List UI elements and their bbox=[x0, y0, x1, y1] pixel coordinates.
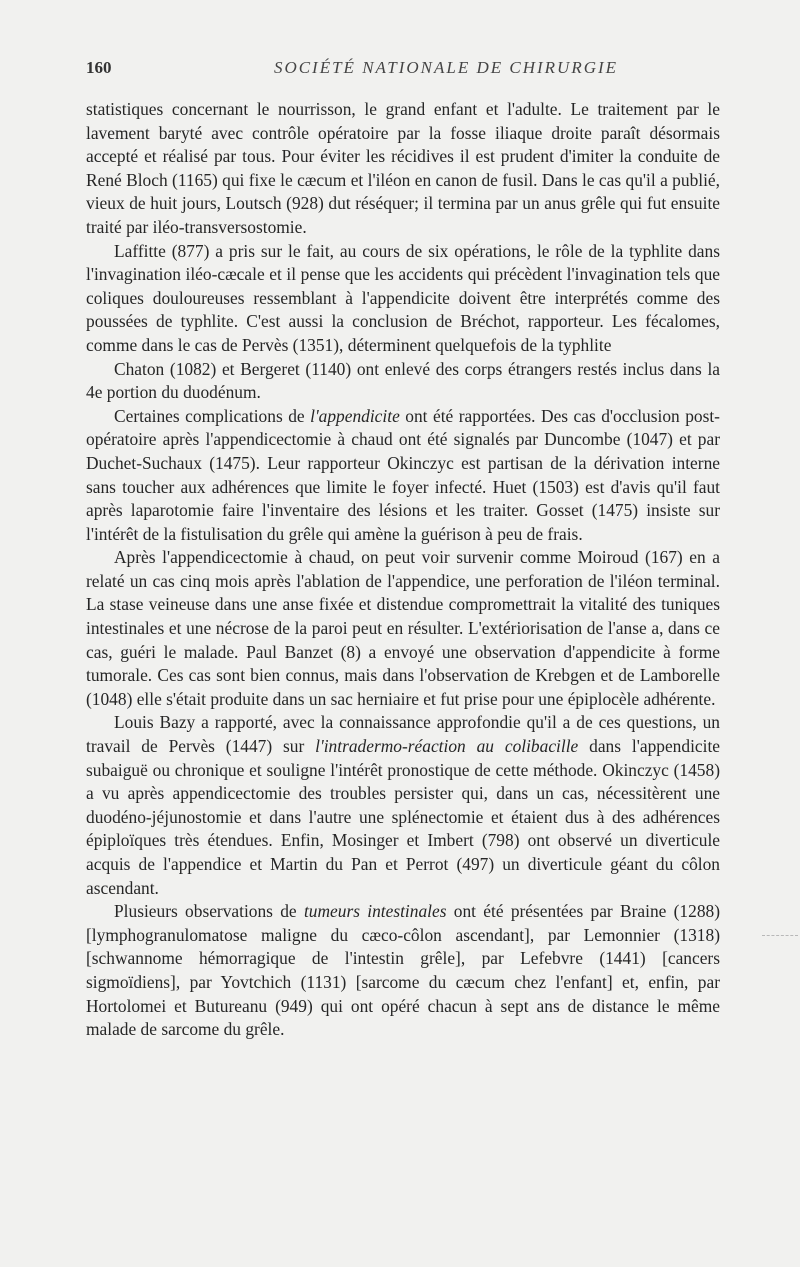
italic-term: l'intradermo-réaction au colibacille bbox=[315, 736, 579, 757]
paragraph-6 bbox=[86, 711, 720, 900]
paragraph-7 bbox=[86, 900, 720, 1042]
margin-mark bbox=[762, 935, 798, 937]
text-segment: Laffitte (877) a pris sur le fait, au cours de six opérations, le rôle de la typhlite dans l'invagination iléo-cæcale et il pense que les accidents qui précèdent l'invagination tels que coliques douloureuses ressemblant à l'appendicite doivent être interprétés comme des poussées de typhlite. C'est aussi la conclusion de Bréchot, rapporteur. Les fécalomes, comme dans le cas de Pervès (1351), déterminent quelquefois de la typhlite bbox=[86, 240, 720, 355]
italic-term: tumeurs intestinales bbox=[303, 901, 447, 922]
paragraph-5 bbox=[86, 546, 720, 711]
paragraph-1 bbox=[86, 98, 720, 240]
text-segment: Chaton (1082) et Bergeret (1140) ont enlevé des corps étrangers restés inclus dans la 4e portion du duodénum. bbox=[86, 358, 720, 403]
paragraph-2 bbox=[86, 240, 720, 358]
text-segment: Après l'appendicectomie à chaud, on peut voir survenir comme Moiroud (167) en a relaté un cas cinq mois après l'ablation de l'appendice, une perforation de l'iléon terminal. La stase veineuse dans une anse fixée et distendue compromettrait la vitalité des tuniques intestinales et une nécrose de la paroi peut en résulter. L'extériorisation de l'anse a, dans ce cas, guéri le malade. Paul Banzet (8) a envoyé une observation d'appendicite à forme tumorale. Ces cas sont bien connus, mais dans l'observation de Krebgen et de Lamborelle (1048) elle s'était produite dans un sac herniaire et fut prise pour une épiplocèle adhérente. bbox=[86, 547, 720, 709]
page-header bbox=[86, 58, 718, 84]
text-segment: ont été rapportées. Des cas d'occlusion post-opératoire après l'appendicectomie à chaud ont été signalés par Duncombe (1047) et par Duchet-Suchaux (1475). Leur rapporteur Okinczyc est partisan de la dérivation interne sans toucher aux adhérences que limite le foyer infecté. Huet (1503) est d'avis qu'il faut après laparotomie faire l'inventaire des lésions et les traiter. Gosset (1475) insiste sur l'intérêt de la fistulisation du grêle qui amène la guérison à peu de frais. bbox=[86, 405, 720, 544]
running-head: SOCIÉTÉ NATIONALE DE CHIRURGIE bbox=[273, 58, 619, 77]
page-number: 160 bbox=[86, 58, 112, 77]
text-segment: Plusieurs observations de bbox=[114, 901, 304, 922]
text-segment: Certaines complications de bbox=[114, 405, 311, 426]
paragraph-3 bbox=[86, 358, 720, 405]
italic-term: l'appendicite bbox=[310, 405, 400, 426]
paragraph-4 bbox=[86, 405, 720, 547]
text-segment: dans l'appendicite subaiguë ou chronique et souligne l'intérêt pronostique de cette méthode. Okinczyc (1458) a vu après appendicectomie des troubles persister qui, dans un cas, nécessitèrent une duodéno-jéjunostomie et dans l'autre une splénectomie et étaient dus à des adhérences épiploïques très étendues. Enfin, Mosinger et Imbert (798) ont observé un diverticule acquis de l'appendice et Martin du Pan et Perrot (497) un diverticule géant du côlon ascendant. bbox=[86, 736, 720, 898]
text-segment: Louis Bazy a rapporté, avec la connaissance approfondie qu'il a de ces questions, un travail de Pervès (1447) sur bbox=[86, 712, 720, 757]
text-segment: ont été présentées par Braine (1288) [lymphogranulomatose maligne du cæco-côlon ascendant], par Lemonnier (1318) [schwannome hémorragique de l'intestin grêle], par Lefebvre (1441) [cancers sigmoïdiens], par Yovtchich (1131) [sarcome du cæcum chez l'enfant] et, enfin, par Hortolomei et Butureanu (949) qui ont opéré chacun à sept ans de distance le même malade de sarcome du grêle. bbox=[86, 901, 720, 1040]
body-text bbox=[86, 98, 720, 1042]
text-segment: statistiques concernant le nourrisson, le grand enfant et l'adulte. Le traitement par le lavement baryté avec contrôle opératoire par la fosse iliaque droite paraît désormais accepté et réalisé par tous. Pour éviter les récidives il est prudent d'imiter la conduite de René Bloch (1165) qui fixe le cæcum et l'iléon en canon de fusil. Dans le cas qu'il a publié, vieux de huit jours, Loutsch (928) dut réséquer; il termina par un anus grêle qui fut ensuite traité par iléo-transversostomie. bbox=[86, 99, 720, 237]
